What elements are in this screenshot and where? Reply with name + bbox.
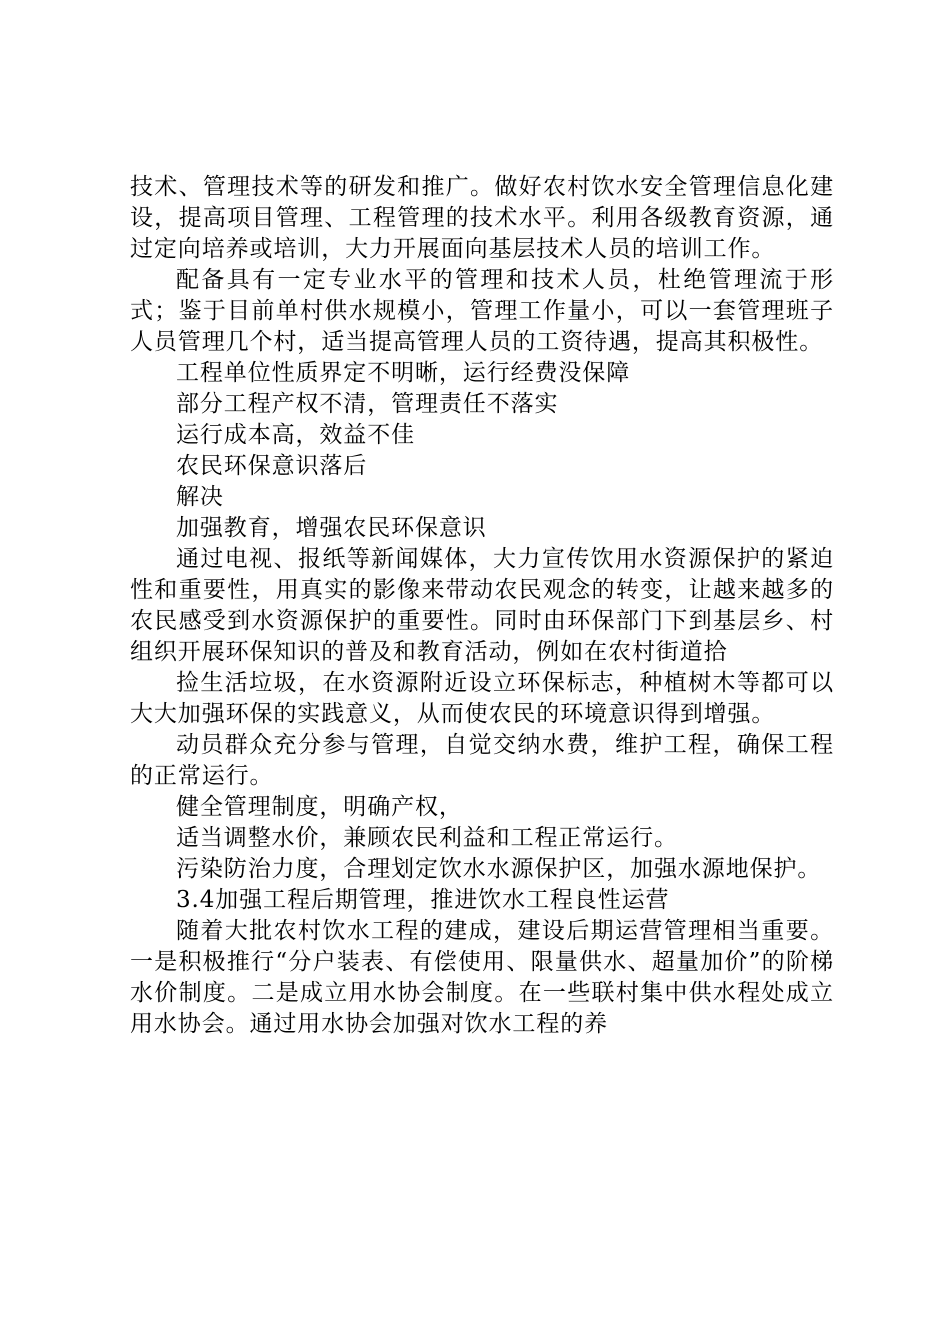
- paragraph-16: 随着大批农村饮水工程的建成，建设后期运营管理相当重要。一是积极推行“分户装表、有偿使用、限量供水、超量加价”的阶梯水价制度。二是成立用水协会制度。在一些联村集中供水程处成立用水协会。通过用水协会加强对饮水工程的养: [130, 918, 834, 1037]
- paragraph-4: 部分工程产权不清，管理责任不落实: [176, 391, 559, 417]
- document-page: [130, 172, 834, 1040]
- paragraph-10: 捡生活垃圾，在水资源附近设立环保标志，种植树木等都可以大大加强环保的实践意义，从而使农民的环境意识得到增强。: [130, 670, 834, 727]
- section-heading: 3.4加强工程后期管理，推进饮水工程良性运营: [176, 887, 670, 913]
- paragraph-9: 通过电视、报纸等新闻媒体，大力宣传饮用水资源保护的紧迫性和重要性，用真实的影像来带动农民观念的转变，让越来越多的农民感受到水资源保护的重要性。同时由环保部门下到基层乡、村组织开展环保知识的普及和教育活动，例如在农村街道拾: [130, 546, 834, 665]
- paragraph-3: 工程单位性质界定不明晰，运行经费没保障: [176, 360, 631, 386]
- paragraph-5: 运行成本高，效益不佳: [176, 422, 415, 448]
- paragraph-13: 适当调整水价，兼顾农民利益和工程正常运行。: [176, 825, 678, 851]
- paragraph-7: 解决: [176, 484, 224, 510]
- paragraph-6: 农民环保意识落后: [176, 453, 368, 479]
- paragraph-8: 加强教育，增强农民环保意识: [176, 515, 487, 541]
- paragraph-12: 健全管理制度，明确产权，: [176, 794, 463, 820]
- paragraph-2: 配备具有一定专业水平的管理和技术人员，杜绝管理流于形式；鉴于目前单村供水规模小，管理工作量小，可以一套管理班子人员管理几个村，适当提高管理人员的工资待遇，提高其积极性。: [130, 267, 834, 355]
- paragraph-1: 技术、管理技术等的研发和推广。做好农村饮水安全管理信息化建设，提高项目管理、工程管理的技术水平。利用各级教育资源，通过定向培养或培训，大力开展面向基层技术人员的培训工作。: [130, 174, 834, 262]
- paragraph-14: 污染防治力度，合理划定饮水水源保护区，加强水源地保护。: [176, 856, 822, 882]
- paragraph-11: 动员群众充分参与管理，自觉交纳水费，维护工程，确保工程的正常运行。: [130, 732, 834, 789]
